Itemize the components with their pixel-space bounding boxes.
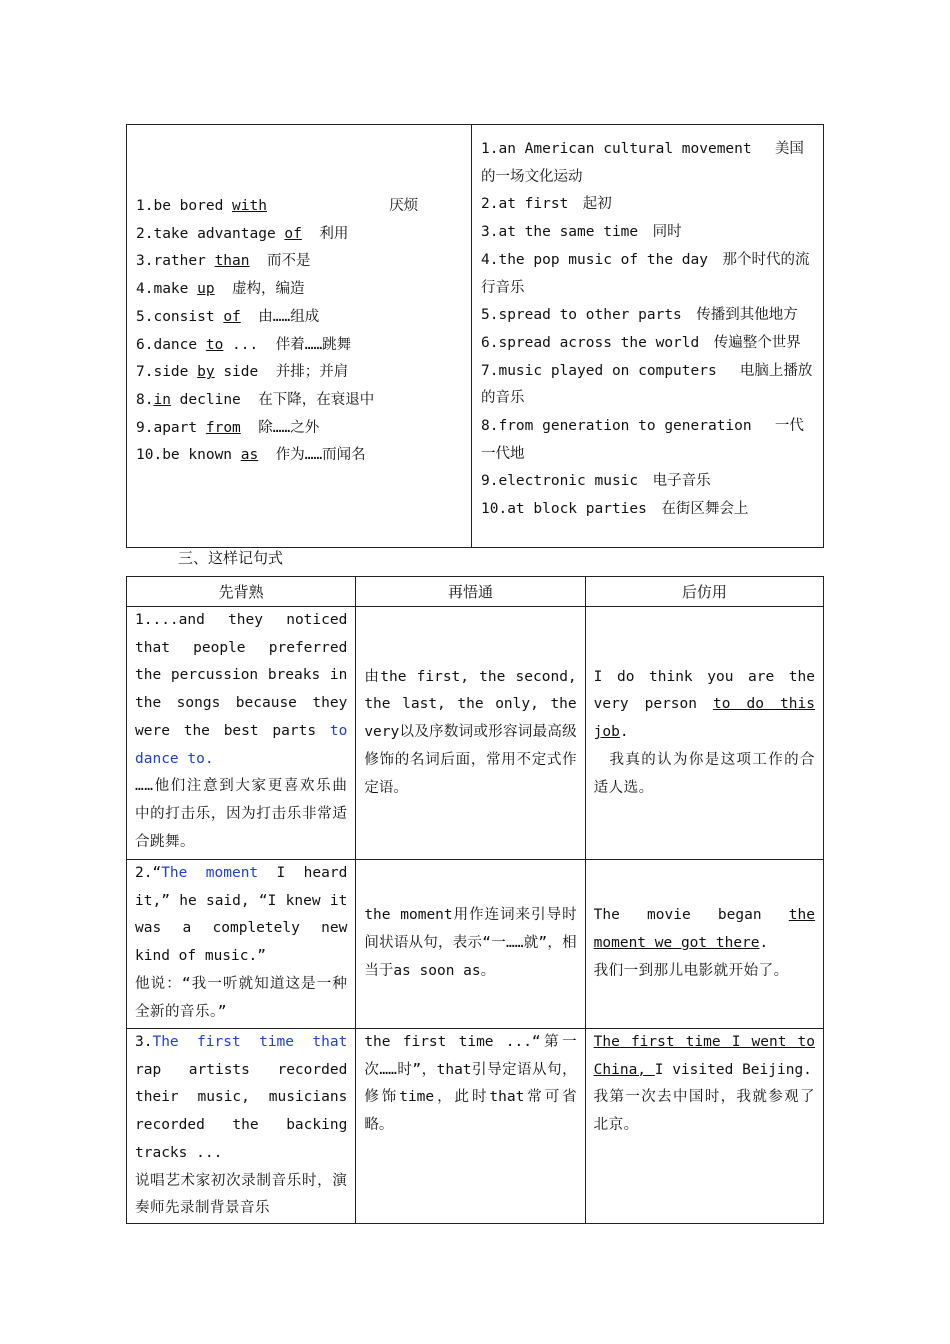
phrase-item [136,359,462,387]
phrase-item [136,248,462,276]
phrase-gap [267,198,389,214]
phrase-blank-answer: as [240,447,259,464]
phrase-meaning: 在下降，在衰退中 [258,391,375,408]
phrase-blank-answer: to [205,336,224,353]
header-memorize: 先背熟 [127,577,356,607]
phrase-item: 3.at the same time 同时 [481,224,682,241]
phrase-text: apart [153,419,206,436]
phrase-text: take advantage [153,225,285,242]
phrase-item: 10.at block parties 在街区舞会上 [481,501,749,518]
phrase-number: 3. [136,253,154,270]
phrase-gap [250,253,267,269]
phrase-text-end: side [214,364,259,381]
phrase-number: 2. [136,225,154,242]
practice-cell [585,607,823,860]
phrase-blank-answer: by [197,364,215,381]
practice-sentence-end: . [619,724,629,741]
phrase-text: make [153,281,198,298]
phrase-text: be bored [153,198,233,214]
phrase-number: 7. [136,364,154,381]
phrase-meaning: 由……组成 [258,308,320,325]
highlight-phrase: to dance to. [135,722,348,767]
phrase-item: 7.music played on computers 电脑上播放的音乐 [481,362,813,407]
explanation-text: 由the first, the second, the last, the only, the very以及序数词或形容词最高级修饰的名词后面，常用不定式作定语。 [364,668,577,796]
phrase-item: 6.spread across the world 传遍整个世界 [481,334,801,351]
practice-sentence-end: . [759,935,769,952]
phrase-item [136,221,462,249]
highlight-phrase: The moment [161,865,259,881]
practice-underline: to do this job [593,696,815,741]
practice-translation: 我真的认为你是这项工作的合适人选。 [593,751,815,796]
phrase-list-right-items [481,136,814,524]
phrase-text: side [153,364,198,381]
example-sentence-start: 3. [135,1034,153,1050]
phrase-meaning: 而不是 [266,253,311,270]
table-row [127,860,824,1029]
explanation-text: the first time ...“第一次……时”，that引导定语从句，修饰time，此时that常可省略。 [364,1034,577,1134]
phrase-meaning: 虚构，编造 [232,281,305,298]
phrase-meaning: 利用 [319,225,349,242]
phrase-text-end: ... [223,336,259,353]
phrase-blank-answer: of [223,308,241,325]
phrase-gap [241,420,258,436]
phrase-meaning: 厌烦 [389,198,419,214]
phrase-meaning: 除……之外 [258,419,320,436]
phrase-blank-answer: up [197,281,215,298]
phrase-item: 5.spread to other parts 传播到其他地方 [481,307,798,324]
phrase-text: rather [153,253,215,270]
phrase-list-left-items [136,193,462,470]
table-row [127,1029,824,1224]
example-translation: 说唱艺术家初次录制音乐时，演奏师先录制背景音乐 [135,1172,348,1217]
example-sentence-cell [127,860,356,1029]
phrase-item: 9.electronic music 电子音乐 [481,473,711,490]
phrase-text: be known [162,447,241,464]
practice-sentence: The movie began [593,907,789,924]
phrase-meaning: 作为……而闻名 [275,447,366,464]
phrase-text: dance [153,336,206,353]
header-imitate: 后仿用 [585,577,823,607]
phrase-item: 2.at first 起初 [481,196,612,213]
phrase-item [136,415,462,443]
phrase-gap [241,392,258,408]
header-row [127,577,824,607]
phrase-item: 4.the pop music of the day 那个时代的流行音乐 [481,251,810,296]
phrase-number: 9. [136,419,154,436]
practice-cell [585,1029,823,1224]
example-sentence-cell [127,1029,356,1224]
explanation-cell [356,860,585,1029]
phrase-item [136,193,462,221]
practice-translation: 我们一到那儿电影就开始了。 [593,962,789,979]
example-sentence-start: 2.“ [135,865,162,881]
phrase-meaning: 伴着……跳舞 [275,336,352,353]
practice-translation: 我第一次去中国时，我就参观了北京。 [593,1089,815,1134]
explanation-cell [356,607,585,860]
phrase-gap [241,309,258,325]
example-sentence-cell [127,607,356,860]
phrase-number: 10. [136,447,163,464]
example-sentence: rap artists recorded their music, musicians recorded the backing tracks ... [135,1061,348,1161]
phrase-number: 1. [136,198,154,214]
phrase-item [136,304,462,332]
phrase-blank-answer: than [214,253,250,270]
phrase-item: 1.an American cultural movement 美国的一场文化运动 [481,141,804,185]
phrase-item: 8.from generation to generation 一代一代地 [481,418,804,462]
phrase-list-left [127,125,472,548]
phrase-number: 5. [136,308,154,325]
phrase-item [136,332,462,360]
sentence-table [126,576,824,1224]
practice-underline: The first time I went to China, [593,1034,815,1078]
practice-sentence: I visited Beijing. [654,1061,812,1078]
example-sentence: I heard it,” he said, “I knew it was a completely new kind of music.” [135,865,348,965]
phrase-gap [302,226,319,242]
header-understand: 再悟通 [356,577,585,607]
example-sentence: 1....and they noticed that people preferred the percussion breaks in the songs because they were the best parts [135,612,348,739]
explanation-text: the moment用作连词来引导时间状语从句，表示“一……就”，相当于as soon as。 [364,907,577,979]
practice-cell [585,860,823,1029]
phrase-text: consist [153,308,224,325]
phrase-blank-answer: with [232,198,267,214]
phrase-gap [258,364,275,380]
phrase-gap [258,337,275,353]
phrase-item [136,442,462,470]
phrase-number: 4. [136,281,154,298]
phrase-text-end: decline [170,391,241,408]
phrase-blank-answer: in [153,391,171,408]
phrase-list-right [472,125,824,548]
table-row [127,607,824,860]
practice-underline: the moment we got there [593,907,815,952]
practice-sentence: I do think you are the very person [593,668,815,713]
phrase-number: 8. [136,391,154,408]
phrase-meaning: 并排；并肩 [275,364,349,381]
example-translation: ……他们注意到大家更喜欢乐曲中的打击乐，因为打击乐非常适合跳舞。 [135,778,348,850]
phrase-number: 6. [136,336,154,353]
phrase-item [136,387,462,415]
phrase-item [136,276,462,304]
section-title: 三、这样记句式 [178,549,284,567]
highlight-phrase: The first time that [152,1034,348,1050]
phrase-table [126,124,824,548]
explanation-cell [356,1029,585,1224]
phrase-blank-answer: of [284,225,302,242]
phrase-gap [258,447,275,463]
phrase-gap [215,281,232,297]
phrase-blank-answer: from [205,419,241,436]
example-translation: 他说：“我一听就知道这是一种全新的音乐。” [135,975,348,1020]
